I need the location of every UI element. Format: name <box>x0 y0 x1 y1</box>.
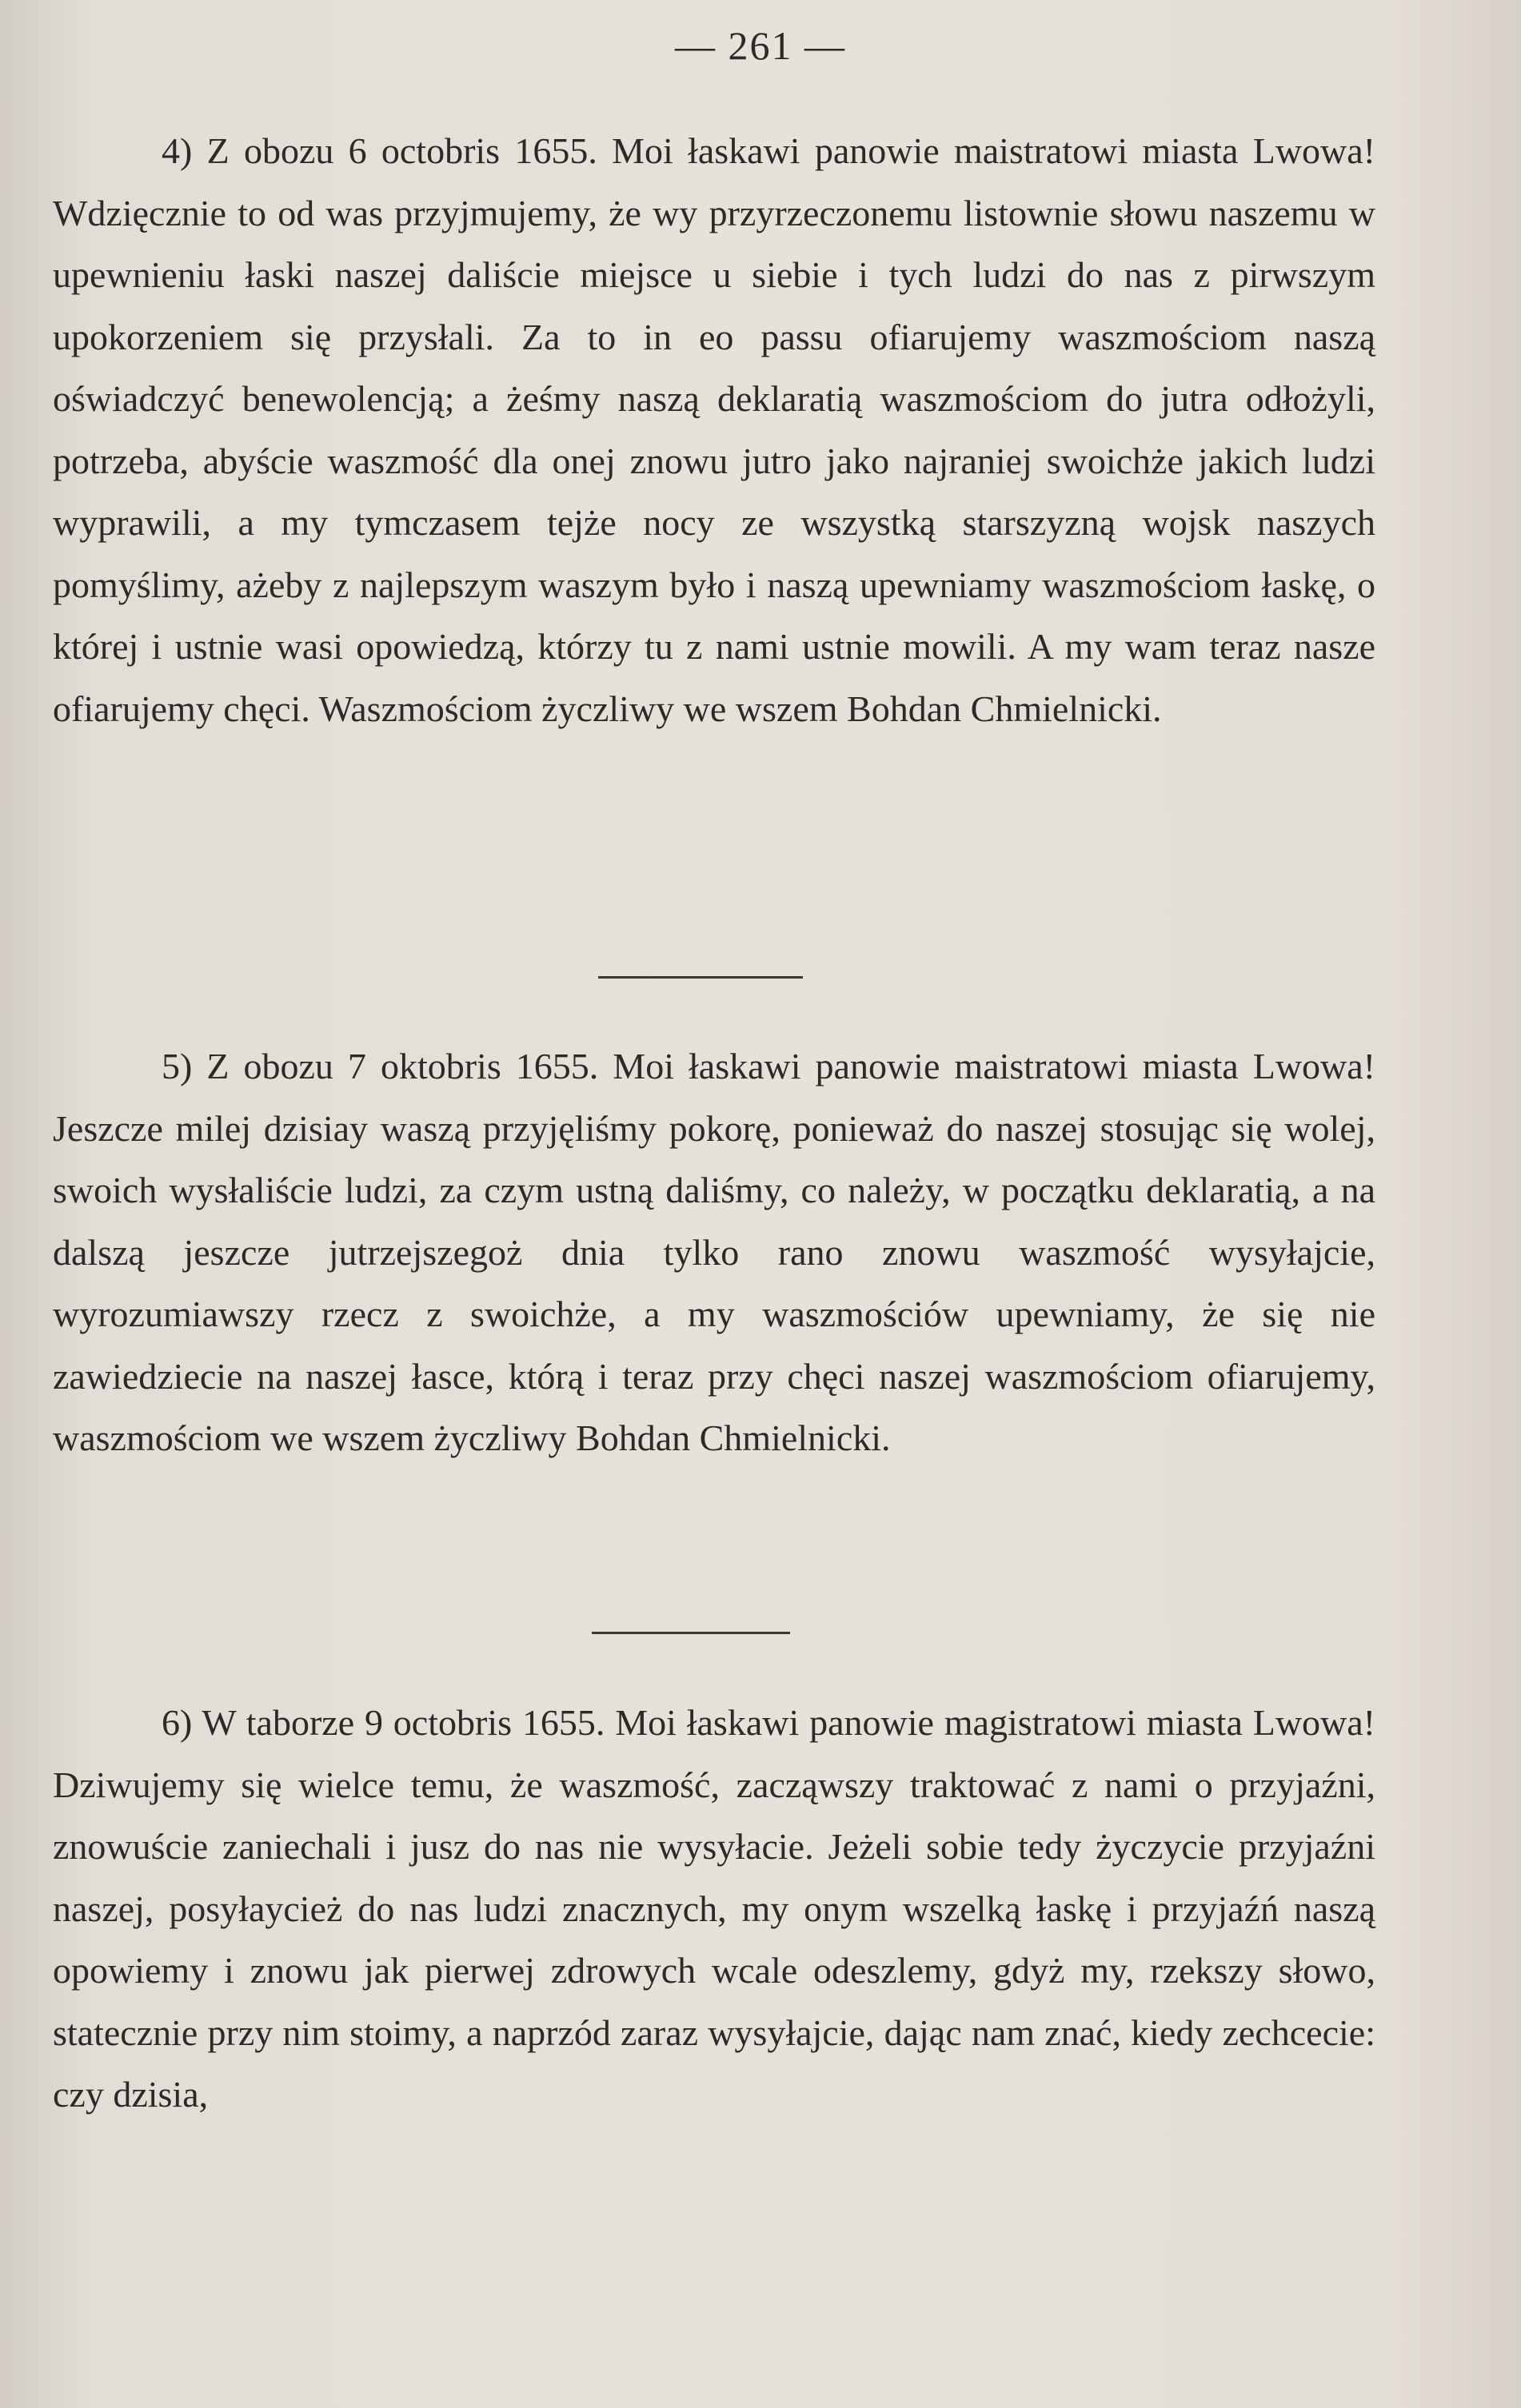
letter-4 <box>53 120 1375 740</box>
section-divider <box>598 976 803 979</box>
page-number: — 261 — <box>675 23 846 68</box>
letter-4-text: 4) Z obozu 6 octobris 1655. Moi łaskawi panowie maistratowi miasta Lwowa! Wdzięcznie to od was przyjmujemy, że wy przyrzeczonemu listownie słowu naszemu w upewnieniu łaski naszej daliście miejsce u siebie i tych ludzi do nas z pirwszym upokorzeniem się przysłali. Za to in eo passu ofiarujemy waszmościom naszą oświadczyć benewolencją; a żeśmy naszą deklaratią waszmościom do jutra odłożyli, potrzeba, abyście waszmość dla onej znowu jutro jako najraniej swoichże jakich ludzi wyprawili, a my tymczasem tejże nocy ze wszystką starszyzną wojsk naszych pomyślimy, ażeby z najlepszym waszym było i naszą upewniamy waszmościom łaskę, o której i ustnie wasi opowiedzą, którzy tu z nami ustnie mowili. A my wam teraz nasze ofiarujemy chęci. Waszmościom życzliwy we wszem Bohdan Chmielnicki. <box>53 130 1375 729</box>
letter-6 <box>53 1692 1375 2126</box>
letter-6-text: 6) W taborze 9 octobris 1655. Moi łaskawi panowie magistratowi miasta Lwowa! Dziwujemy się wielce temu, że waszmość, zacząwszy traktować z nami o przyjaźni, znowuście zaniechali i jusz do nas nie wysyłacie. Jeżeli sobie tedy życzycie przyjaźni naszej, posyłaycież do nas ludzi znacznych, my onym wszelką łaskę i przyjaźń naszą opowiemy i znowu jak pierwej zdrowych wcale odeszlemy, gdyż my, rzekszy słowo, statecznie przy nim stoimy, a naprzód zaraz wysyłajcie, dając nam znać, kiedy zechcecie: czy dzisia, <box>53 1702 1375 2115</box>
letter-5 <box>53 1035 1375 1469</box>
section-divider <box>592 1632 790 1634</box>
letter-5-text: 5) Z obozu 7 oktobris 1655. Moi łaskawi panowie maistratowi miasta Lwowa! Jeszcze milej dzisiay waszą przyjęliśmy pokorę, ponieważ do naszej stosując się wolej, swoich wysłaliście ludzi, za czym ustną daliśmy, co należy, w początku deklaratią, a na dalszą jeszcze jutrzejszegoż dnia tylko rano znowu waszmość wysyłajcie, wyrozumiawszy rzecz z swoichże, a my waszmościów upewniamy, że się nie zawiedziecie na naszej łasce, którą i teraz przy chęci naszej waszmościom ofiarujemy, waszmościom we wszem życzliwy Bohdan Chmielnicki. <box>53 1046 1375 1458</box>
